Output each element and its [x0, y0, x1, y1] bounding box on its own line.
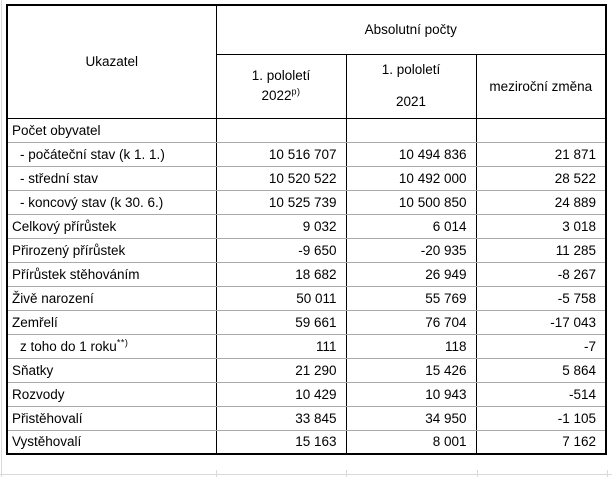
row-label: Přírůstek stěhováním	[12, 266, 140, 282]
column-header-2021	[346, 54, 476, 118]
table-row	[7, 358, 606, 382]
row-label-cell	[7, 286, 216, 310]
row-label: Sňatky	[12, 362, 54, 378]
footnote-marker-p: p)	[291, 86, 301, 97]
value-change-cell	[476, 118, 606, 142]
table-header	[7, 5, 606, 118]
row-label: Počet obyvatel	[12, 122, 101, 138]
table-row	[7, 430, 606, 454]
row-label-cell	[7, 190, 216, 214]
row-label-cell	[7, 406, 216, 430]
value-2022-cell	[216, 118, 346, 142]
column-header-ukazatel: Ukazatel	[7, 5, 216, 118]
table-row	[7, 334, 606, 358]
value-change-cell: -7	[476, 334, 606, 358]
row-label-cell	[7, 262, 216, 286]
value-2021-cell: 10 492 000	[346, 166, 476, 190]
row-label-cell	[7, 358, 216, 382]
value-2021-cell: 10 943	[346, 382, 476, 406]
row-label: - počáteční stav (k 1. 1.)	[20, 146, 165, 162]
table-row	[7, 310, 606, 334]
table-body	[7, 118, 606, 454]
value-change-cell: 3 018	[476, 214, 606, 238]
value-2022-cell: 18 682	[216, 262, 346, 286]
spreadsheet-gridline-stub	[607, 470, 608, 477]
value-2021-cell: -20 935	[346, 238, 476, 262]
value-2022-cell: 9 032	[216, 214, 346, 238]
value-2022-cell: 10 429	[216, 382, 346, 406]
row-label: z toho do 1 roku	[20, 338, 117, 354]
demographics-table	[6, 4, 607, 455]
row-label-cell	[7, 166, 216, 190]
group-header-absolutni-pocty: Absolutní počty	[216, 5, 606, 54]
spreadsheet-gridline-stub	[477, 470, 478, 477]
value-2022-cell: -9 650	[216, 238, 346, 262]
row-label-cell	[7, 214, 216, 238]
value-2022-cell: 59 661	[216, 310, 346, 334]
row-label-cell	[7, 430, 216, 454]
table-row	[7, 406, 606, 430]
value-2021-cell: 8 001	[346, 430, 476, 454]
value-2021-cell: 118	[346, 334, 476, 358]
value-2021-cell: 26 949	[346, 262, 476, 286]
row-label: - koncový stav (k 30. 6.)	[20, 194, 164, 210]
table-row	[7, 238, 606, 262]
row-label: Zemřelí	[12, 314, 58, 330]
value-2022-cell: 33 845	[216, 406, 346, 430]
value-2021-cell: 15 426	[346, 358, 476, 382]
value-change-cell: -5 758	[476, 286, 606, 310]
value-2021-cell: 10 494 836	[346, 142, 476, 166]
row-label: Živě narození	[12, 290, 94, 306]
value-change-cell: -514	[476, 382, 606, 406]
value-change-cell: -1 105	[476, 406, 606, 430]
value-2022-cell: 10 520 522	[216, 166, 346, 190]
value-2022-cell: 50 011	[216, 286, 346, 310]
value-2021-cell: 6 014	[346, 214, 476, 238]
value-2022-cell: 10 516 707	[216, 142, 346, 166]
row-label: Přistěhovalí	[12, 410, 83, 426]
row-label-cell	[7, 238, 216, 262]
value-change-cell: 21 871	[476, 142, 606, 166]
value-2021-cell: 10 500 850	[346, 190, 476, 214]
spreadsheet-gridline-stub	[216, 470, 217, 477]
value-change-cell: 24 889	[476, 190, 606, 214]
value-change-cell: -17 043	[476, 310, 606, 334]
row-label-cell	[7, 142, 216, 166]
row-label: Rozvody	[12, 386, 65, 402]
row-label: Celkový přírůstek	[12, 218, 117, 234]
table-row	[7, 118, 606, 142]
table-row	[7, 142, 606, 166]
row-label: - střední stav	[20, 170, 99, 186]
row-label: Vystěhovalí	[12, 434, 82, 450]
value-change-cell: 28 522	[476, 166, 606, 190]
value-2022-cell: 10 525 739	[216, 190, 346, 214]
row-label-cell	[7, 382, 216, 406]
table-row	[7, 166, 606, 190]
row-label-cell	[7, 310, 216, 334]
table-row	[7, 382, 606, 406]
value-2022-cell: 15 163	[216, 430, 346, 454]
value-2022-cell: 21 290	[216, 358, 346, 382]
spreadsheet-gridline-stub	[346, 470, 347, 477]
value-2021-cell: 76 704	[346, 310, 476, 334]
value-2021-cell: 55 769	[346, 286, 476, 310]
row-label-cell	[7, 334, 216, 358]
value-change-cell: 11 285	[476, 238, 606, 262]
row-label: Přirozený přírůstek	[12, 242, 126, 258]
column-header-2021-line1: 1. pololetí	[381, 61, 441, 77]
value-2021-cell: 34 950	[346, 406, 476, 430]
column-header-2022-line2: 2022$^{p)}$	[261, 86, 301, 103]
column-header-2022	[216, 54, 346, 118]
column-header-2022-line1: 1. pololetí	[251, 68, 311, 83]
spreadsheet-gridline-bottom	[0, 474, 612, 475]
table-row	[7, 286, 606, 310]
value-change-cell: -8 267	[476, 262, 606, 286]
footnote-marker: **)	[116, 337, 129, 347]
value-2022-cell: 111	[216, 334, 346, 358]
value-change-cell: 5 864	[476, 358, 606, 382]
value-2021-cell	[346, 118, 476, 142]
spreadsheet-gridline-left	[1, 0, 2, 477]
table-row	[7, 262, 606, 286]
column-header-mezirocni-zmena: meziroční změna	[476, 54, 606, 118]
group-header-row	[7, 5, 606, 54]
value-change-cell: 7 162	[476, 430, 606, 454]
table-row	[7, 214, 606, 238]
row-label-cell	[7, 118, 216, 142]
column-header-2021-line2: 2021	[395, 93, 427, 109]
table-row	[7, 190, 606, 214]
